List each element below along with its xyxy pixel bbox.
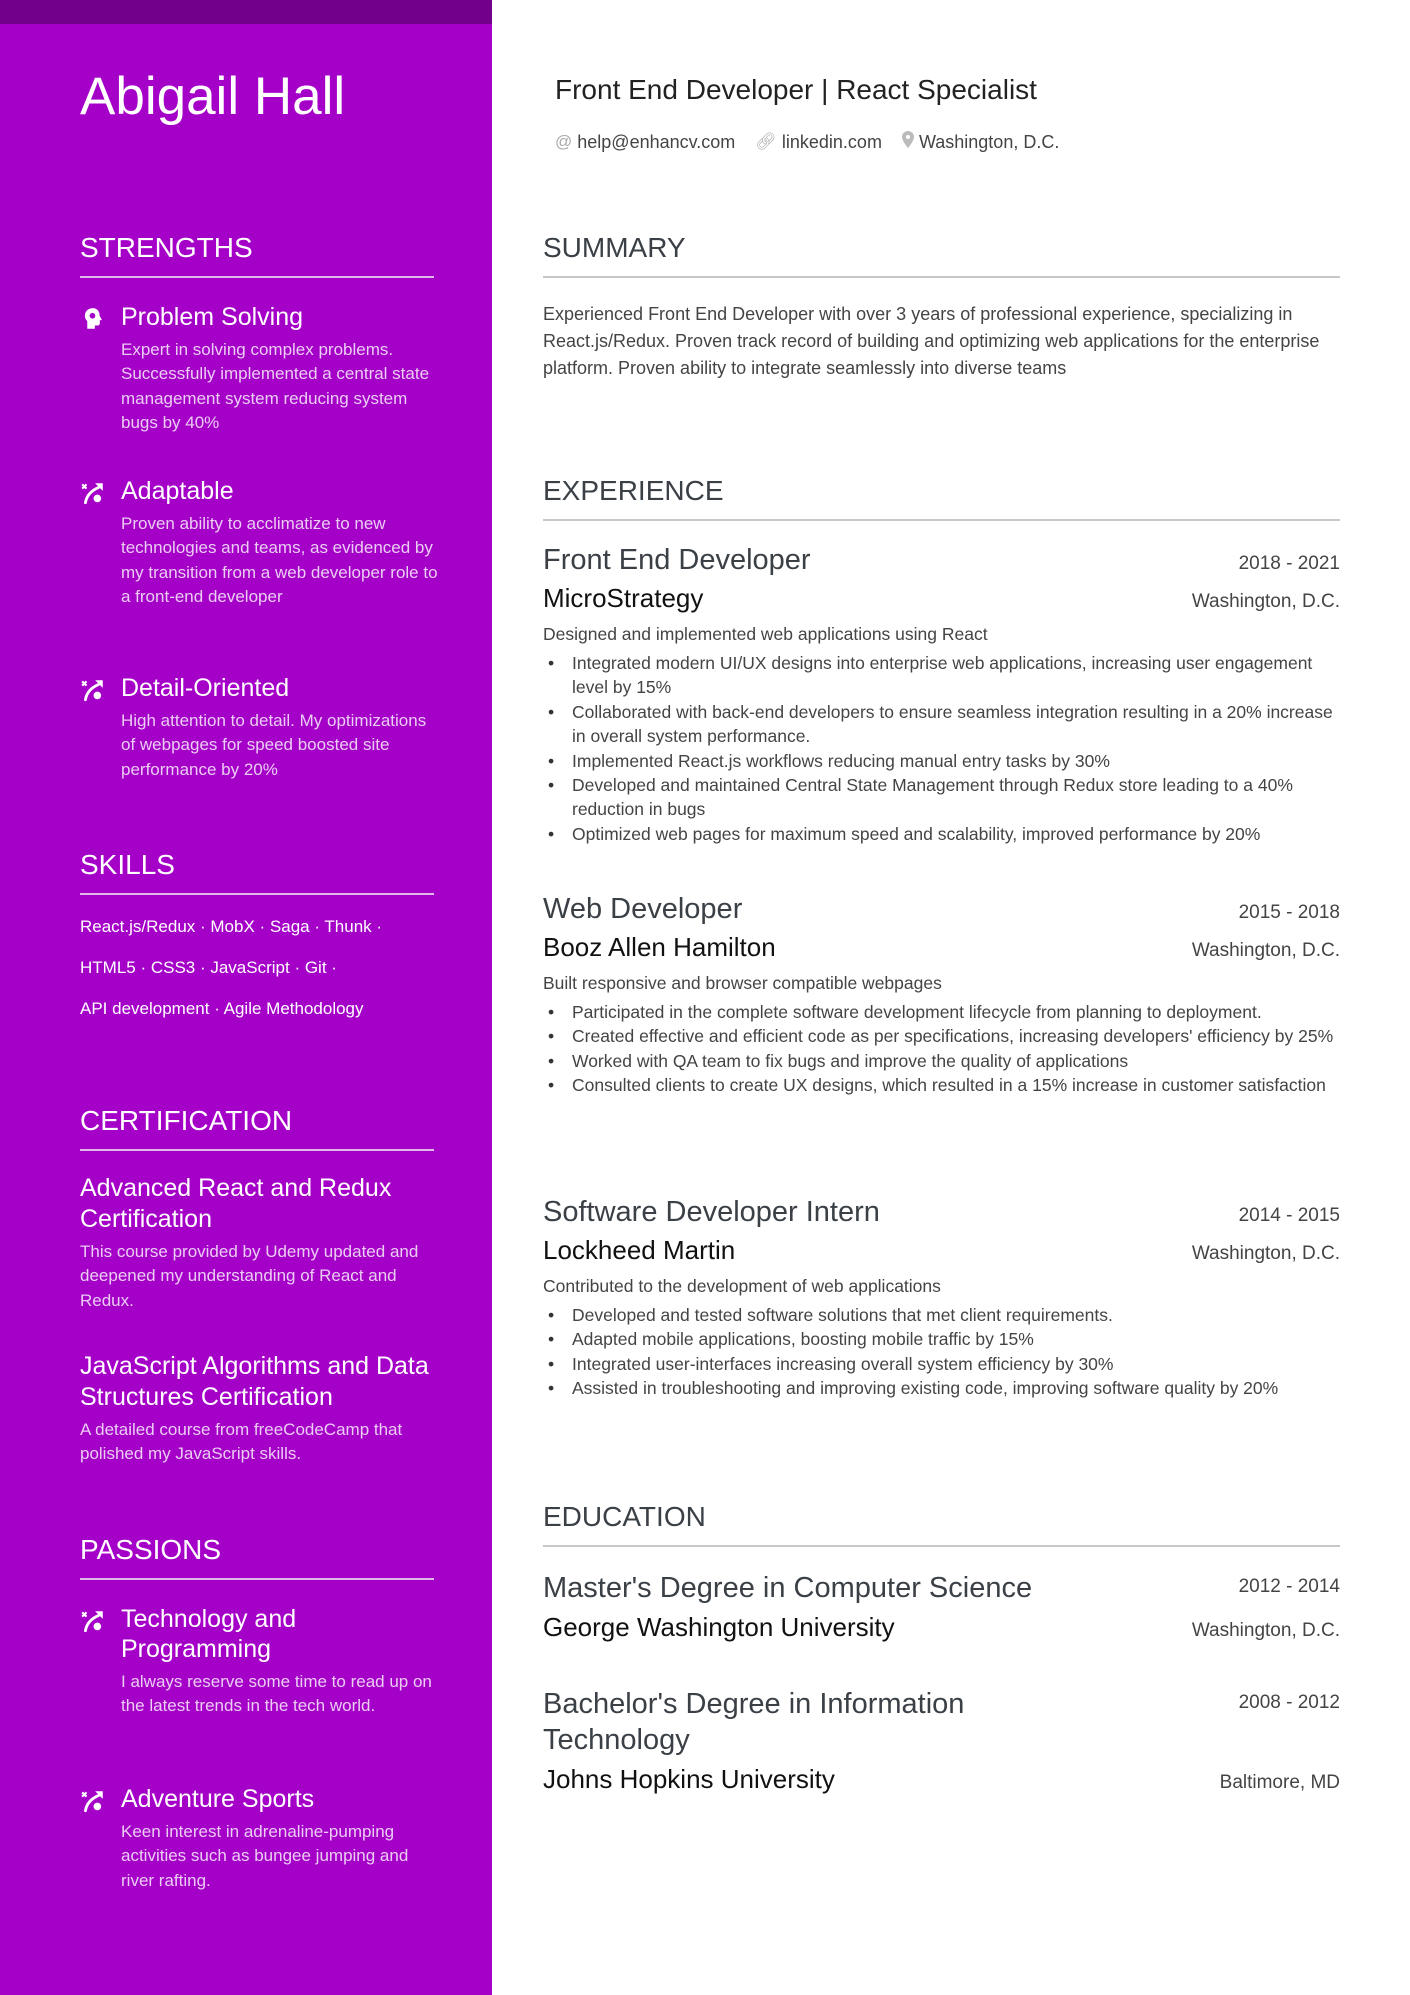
job-bullets bbox=[543, 1303, 1340, 1401]
contact-text: Washington, D.C. bbox=[918, 131, 1060, 152]
education-entry bbox=[543, 1686, 1340, 1795]
bullet: • Consulted clients to create UX designs, which resulted in a 15% increase in customer satisfaction bbox=[543, 1073, 1340, 1097]
strategy-icon bbox=[80, 1608, 106, 1634]
contact-text: help@enhancv.com bbox=[577, 131, 736, 152]
experience-entry bbox=[543, 1196, 1340, 1401]
degree: Master's Degree in Computer Science bbox=[543, 1572, 1033, 1604]
job-title: Web Developer bbox=[543, 893, 743, 925]
certification-title: JavaScript Algorithms and Data Structures Certification bbox=[80, 1352, 429, 1411]
item-description: High attention to detail. My optimizations of webpages for speed boosted site performance by 20% bbox=[121, 711, 427, 779]
strategy-icon bbox=[80, 480, 106, 506]
contact-location-pin[interactable] bbox=[902, 131, 1059, 153]
education-entry bbox=[543, 1570, 1340, 1643]
job-description: Designed and implemented web applications using React bbox=[543, 624, 988, 644]
sidebar-item bbox=[80, 1784, 440, 1893]
skills-line: HTML5 · CSS3 · JavaScript · Git · bbox=[80, 958, 337, 977]
skills-line: React.js/Redux · MobX · Saga · Thunk · bbox=[80, 917, 383, 936]
job-title: Front End Developer bbox=[543, 544, 811, 576]
at-icon: @ bbox=[555, 132, 573, 151]
sidebar-item bbox=[80, 302, 440, 436]
bullet: • Worked with QA team to fix bugs and improve the quality of applications bbox=[543, 1049, 1340, 1073]
bullet: • Created effective and efficient code as per specifications, increasing developers' efficiency by 25% bbox=[543, 1024, 1340, 1048]
certification-heading: CERTIFICATION bbox=[80, 1105, 434, 1151]
certification-title: Advanced React and Redux Certification bbox=[80, 1174, 392, 1233]
experience-entry bbox=[543, 893, 1340, 1098]
job-dates: 2015 - 2018 bbox=[1238, 902, 1340, 923]
bullet: • Assisted in troubleshooting and improving existing code, improving software quality by 20% bbox=[543, 1376, 1340, 1400]
bullet: • Optimized web pages for maximum speed and scalability, improved performance by 20% bbox=[543, 822, 1340, 846]
company-name: MicroStrategy bbox=[543, 583, 704, 613]
item-title: Adaptable bbox=[121, 477, 234, 505]
sidebar-top-band bbox=[0, 0, 492, 24]
head-gears-icon bbox=[80, 306, 106, 332]
degree: Bachelor's Degree in Information Technology bbox=[543, 1688, 965, 1756]
bullet: • Adapted mobile applications, boosting mobile traffic by 15% bbox=[543, 1327, 1340, 1351]
sidebar-item bbox=[80, 476, 440, 610]
job-bullets bbox=[543, 1000, 1340, 1098]
job-description: Contributed to the development of web applications bbox=[543, 1276, 941, 1296]
skills-heading: SKILLS bbox=[80, 849, 434, 895]
item-description: I always reserve some time to read up on the latest trends in the tech world. bbox=[121, 1672, 432, 1716]
bullet: • Developed and tested software solutions that met client requirements. bbox=[543, 1303, 1340, 1327]
headline: Front End Developer | React Specialist bbox=[555, 74, 1037, 105]
candidate-name: Abigail Hall bbox=[80, 67, 346, 126]
strategy-icon bbox=[80, 1788, 106, 1814]
certification-item bbox=[80, 1173, 440, 1313]
school-location: Baltimore, MD bbox=[1219, 1772, 1340, 1793]
sidebar-item bbox=[80, 1604, 440, 1719]
bullet: • Implemented React.js workflows reducing manual entry tasks by 30% bbox=[543, 749, 1340, 773]
strengths-heading: STRENGTHS bbox=[80, 232, 434, 278]
job-dates: 2014 - 2015 bbox=[1238, 1205, 1340, 1226]
item-title: Technology and Programming bbox=[121, 1605, 297, 1663]
item-description: Keen interest in adrenaline-pumping activities such as bungee jumping and river rafting. bbox=[121, 1822, 409, 1890]
experience-entry bbox=[543, 544, 1340, 846]
job-location: Washington, D.C. bbox=[1191, 1243, 1340, 1264]
job-location: Washington, D.C. bbox=[1191, 940, 1340, 961]
contact-info bbox=[555, 131, 1059, 153]
school-location: Washington, D.C. bbox=[1191, 1620, 1340, 1641]
summary-text: Experienced Front End Developer with over 3 years of professional experience, specializing in React.js/Redux. Proven track record of building and optimizing web applications for the enterprise platform. Proven ability to integrate seamlessly into diverse teams bbox=[543, 304, 1320, 378]
bullet: • Developed and maintained Central State Management through Redux store leading to a 40% reduction in bugs bbox=[543, 773, 1340, 822]
summary-heading: SUMMARY bbox=[543, 232, 1340, 278]
item-title: Adventure Sports bbox=[121, 1785, 315, 1813]
item-description: Proven ability to acclimatize to new technologies and teams, as evidenced by my transition from a web developer role to a front-end developer bbox=[121, 514, 438, 607]
education-dates: 2012 - 2014 bbox=[1238, 1576, 1340, 1597]
bullet: • Integrated modern UI/UX designs into enterprise web applications, increasing user engagement level by 15% bbox=[543, 651, 1340, 700]
experience-heading: EXPERIENCE bbox=[543, 475, 1340, 521]
item-description: Expert in solving complex problems. Successfully implemented a central state management system reducing system bugs by 40% bbox=[121, 340, 430, 433]
item-title: Detail-Oriented bbox=[121, 674, 290, 702]
contact-at[interactable] bbox=[555, 131, 735, 153]
company-name: Booz Allen Hamilton bbox=[543, 932, 776, 962]
education-heading: EDUCATION bbox=[543, 1501, 1340, 1547]
strategy-icon bbox=[80, 677, 106, 703]
job-title: Software Developer Intern bbox=[543, 1196, 880, 1228]
job-dates: 2018 - 2021 bbox=[1238, 553, 1340, 574]
bullet: • Collaborated with back-end developers to ensure seamless integration resulting in a 20% increase in overall system performance. bbox=[543, 700, 1340, 749]
bullet: • Integrated user-interfaces increasing overall system efficiency by 30% bbox=[543, 1352, 1340, 1376]
job-location: Washington, D.C. bbox=[1191, 591, 1340, 612]
bullet: • Participated in the complete software development lifecycle from planning to deployment. bbox=[543, 1000, 1340, 1024]
certification-item bbox=[80, 1351, 440, 1467]
location-pin-icon bbox=[902, 131, 914, 153]
school-name: George Washington University bbox=[543, 1612, 895, 1642]
school-name: Johns Hopkins University bbox=[543, 1764, 835, 1794]
passions-heading: PASSIONS bbox=[80, 1534, 434, 1580]
certification-description: This course provided by Udemy updated and deepened my understanding of React and Redux. bbox=[80, 1242, 419, 1310]
contact-text: linkedin.com bbox=[781, 131, 882, 152]
job-bullets bbox=[543, 651, 1340, 846]
job-description: Built responsive and browser compatible webpages bbox=[543, 973, 942, 993]
certification-description: A detailed course from freeCodeCamp that polished my JavaScript skills. bbox=[80, 1420, 403, 1464]
education-dates: 2008 - 2012 bbox=[1238, 1692, 1340, 1713]
skills-line: API development · Agile Methodology bbox=[80, 999, 364, 1018]
company-name: Lockheed Martin bbox=[543, 1235, 736, 1265]
link-icon: 🔗︎ bbox=[755, 132, 777, 151]
item-title: Problem Solving bbox=[121, 303, 304, 331]
sidebar-item bbox=[80, 673, 440, 782]
contact-link[interactable] bbox=[755, 131, 882, 153]
